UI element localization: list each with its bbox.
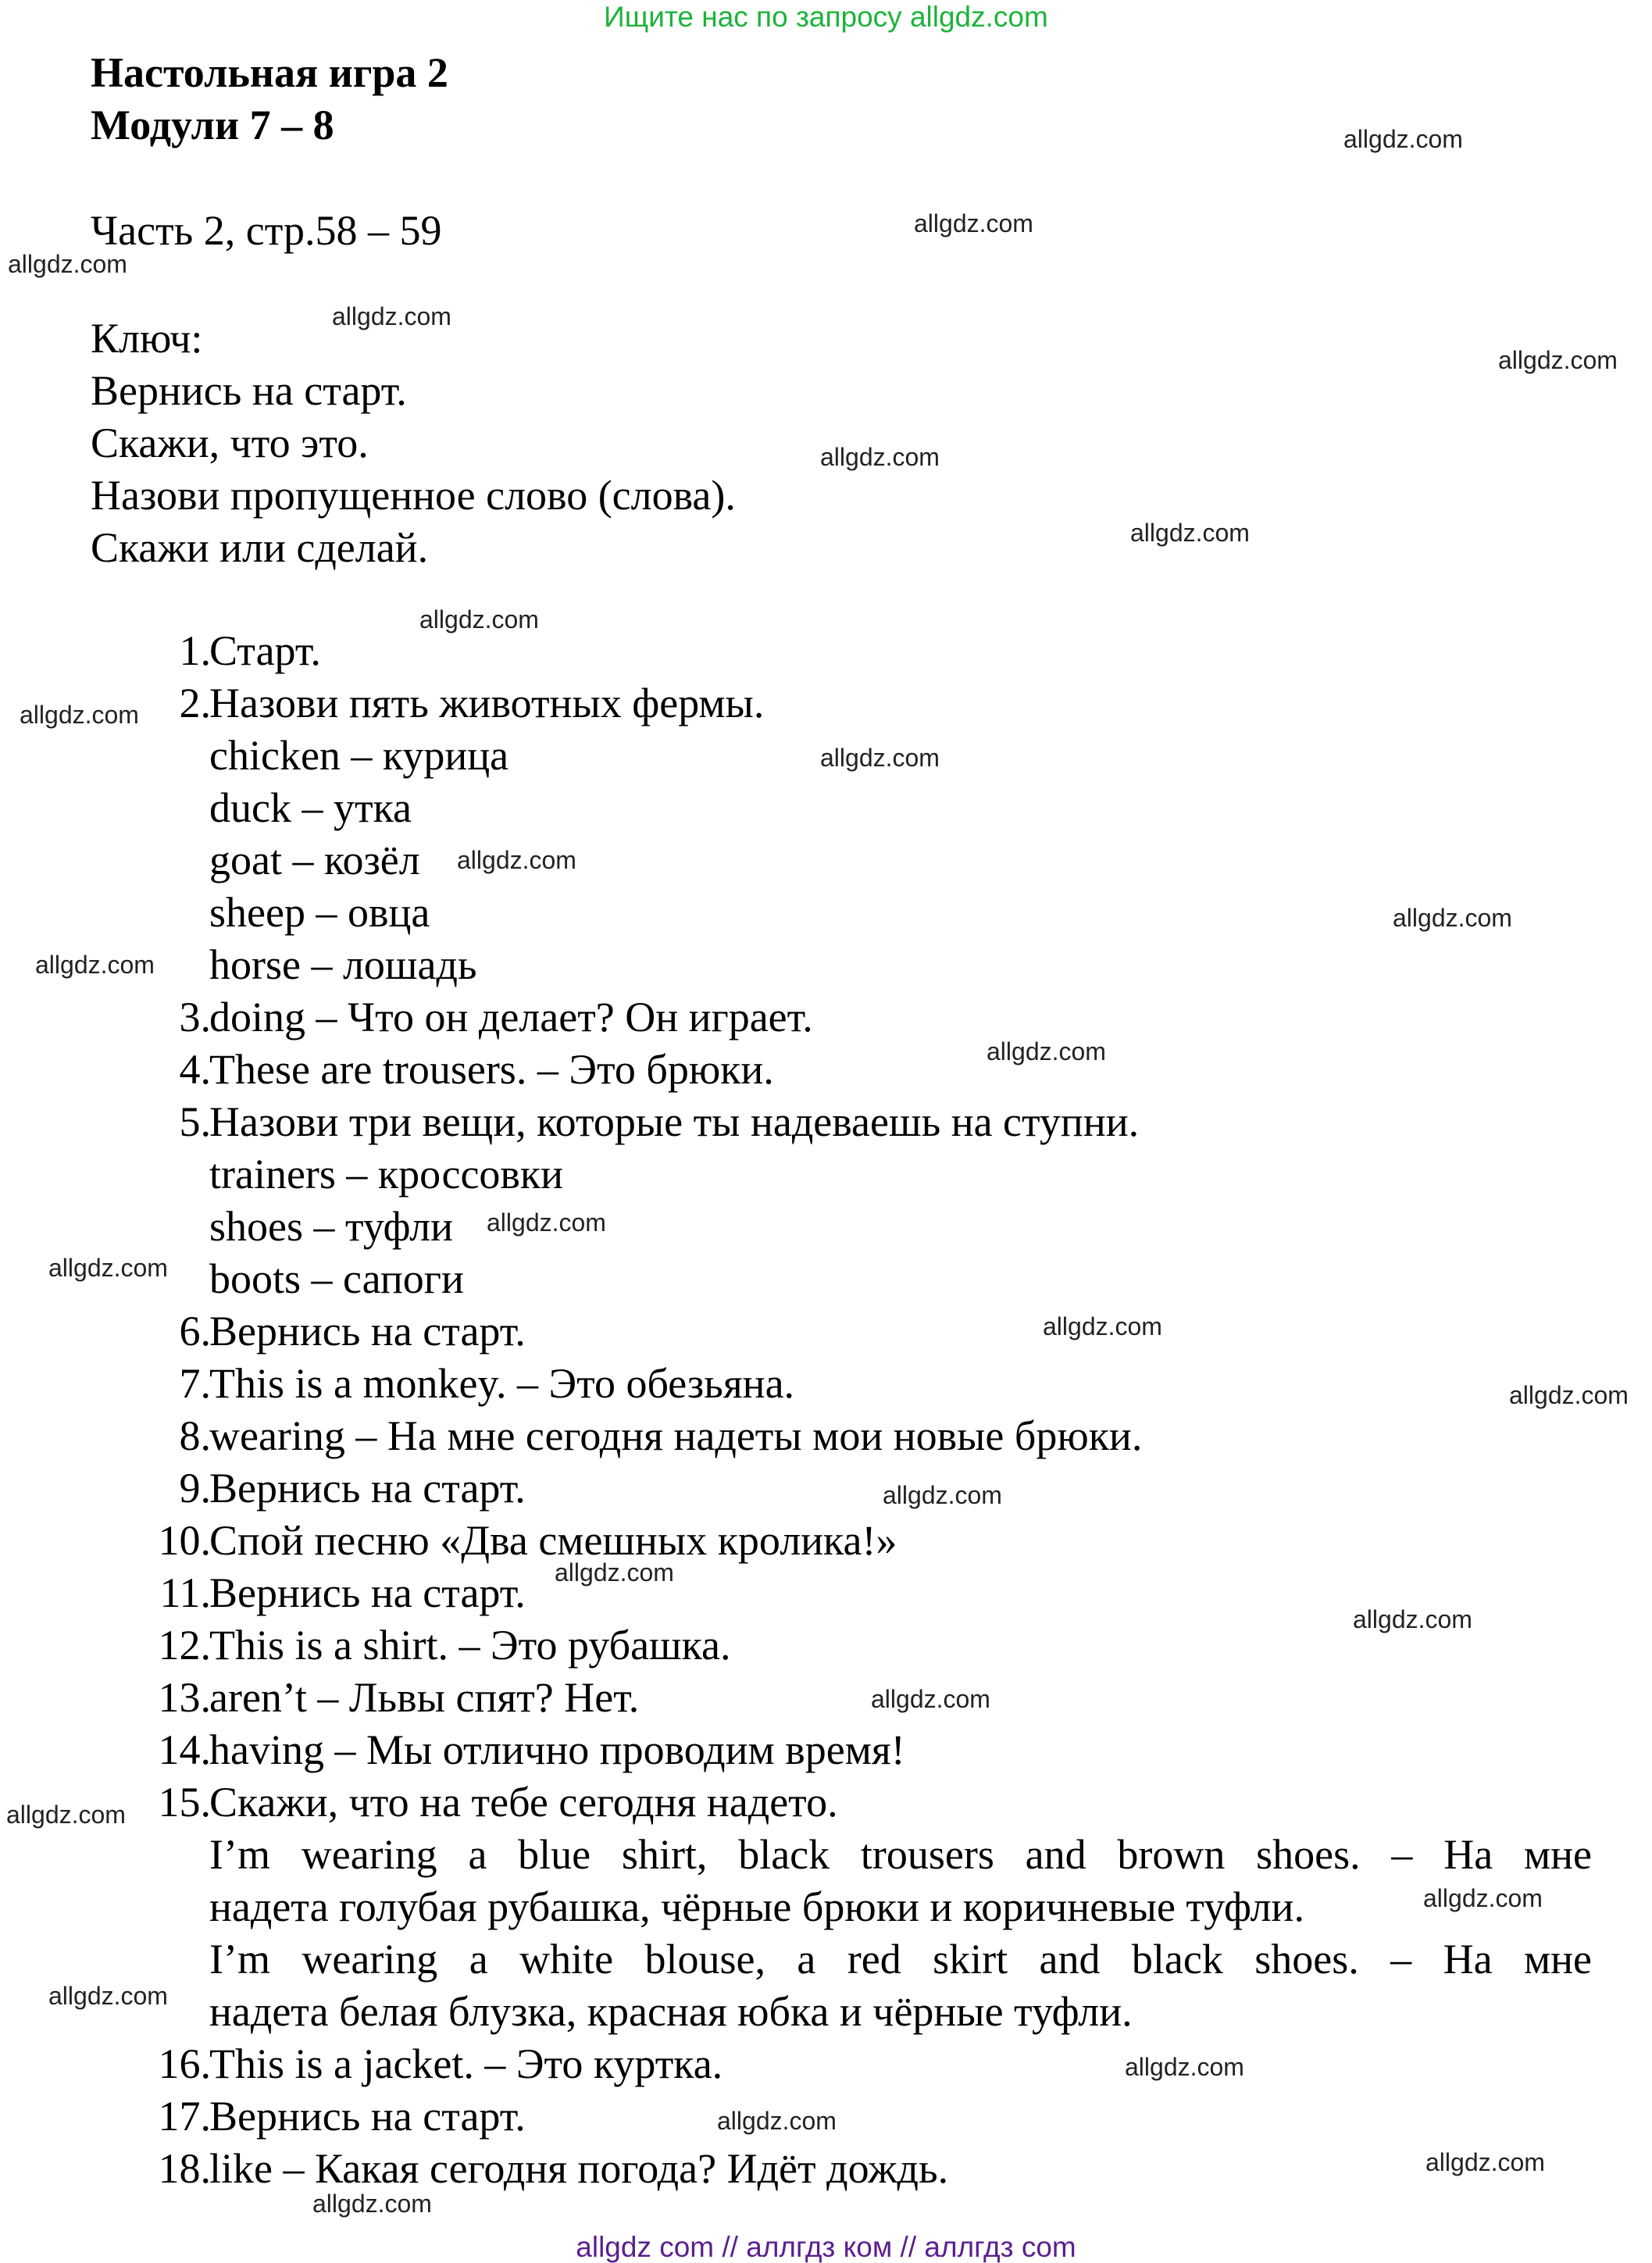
footer: allgdz com // аллгдз ком // аллгдз com xyxy=(576,2231,1076,2263)
item-number: 4. xyxy=(179,1046,211,1093)
item-number: 13. xyxy=(158,1674,211,1721)
item-number: 11. xyxy=(159,1569,211,1616)
watermark: allgdz.com xyxy=(332,302,451,330)
item-text: This is a shirt. – Это рубашка. xyxy=(209,1622,731,1669)
key-line: Скажи, что это. xyxy=(91,419,369,466)
watermark: allgdz.com xyxy=(8,250,127,278)
top-banner: Ищите нас по запросу allgdz.com xyxy=(604,1,1048,33)
watermark: allgdz.com xyxy=(487,1208,606,1237)
item-text: This is a jacket. – Это куртка. xyxy=(209,2040,723,2087)
item-text: Вернись на старт. xyxy=(209,1465,526,1512)
item-text: Старт. xyxy=(209,627,321,674)
item-number: 1. xyxy=(179,627,211,674)
watermark: allgdz.com xyxy=(48,1254,168,1282)
watermark: allgdz.com xyxy=(1393,904,1512,932)
item-text: Спой песню «Два смешных кролика!» xyxy=(209,1517,897,1564)
item-text: Вернись на старт. xyxy=(209,2093,526,2140)
item-number: 16. xyxy=(158,2040,211,2087)
item-number: 15. xyxy=(158,1779,211,1826)
item-subline: I’m wearing a white blouse, a red skirt and black shoes. – На мне xyxy=(209,1936,1592,1983)
item-text: doing – Что он делает? Он играет. xyxy=(209,994,813,1040)
item-subline: надета белая блузка, красная юбка и чёрные туфли. xyxy=(209,1988,1133,2035)
watermark: allgdz.com xyxy=(1130,519,1250,547)
watermark: allgdz.com xyxy=(717,2107,837,2135)
item-subline: shoes – туфли xyxy=(209,1203,454,1250)
item-number: 7. xyxy=(179,1360,211,1407)
item-subline: chicken – курица xyxy=(209,732,509,779)
watermark: allgdz.com xyxy=(419,605,539,634)
item-number: 10. xyxy=(158,1517,211,1564)
item-text: Вернись на старт. xyxy=(209,1569,526,1616)
item-number: 5. xyxy=(179,1098,211,1145)
watermark: allgdz.com xyxy=(1125,2053,1244,2081)
item-text: wearing – На мне сегодня надеты мои новые брюки. xyxy=(209,1412,1143,1459)
item-subline: duck – утка xyxy=(209,784,412,831)
watermark: allgdz.com xyxy=(1343,125,1463,153)
item-number: 9. xyxy=(179,1465,211,1512)
item-number: 17. xyxy=(158,2093,211,2140)
watermark: allgdz.com xyxy=(1353,1605,1472,1633)
key-line: Назови пропущенное слово (слова). xyxy=(91,472,736,519)
item-subline: trainers – кроссовки xyxy=(209,1151,564,1198)
key-line: Вернись на старт. xyxy=(91,367,407,414)
watermark: allgdz.com xyxy=(871,1685,990,1713)
watermark: allgdz.com xyxy=(883,1481,1002,1509)
item-number: 3. xyxy=(179,994,211,1040)
watermark: allgdz.com xyxy=(1043,1312,1162,1340)
item-text: like – Какая сегодня погода? Идёт дождь. xyxy=(209,2145,949,2192)
item-number: 12. xyxy=(158,1622,211,1669)
watermark: allgdz.com xyxy=(20,701,139,729)
watermark: allgdz.com xyxy=(914,209,1033,237)
item-number: 2. xyxy=(179,680,211,726)
title-line-2: Модули 7 – 8 xyxy=(91,102,334,148)
watermark: allgdz.com xyxy=(1423,1884,1543,1912)
item-number: 6. xyxy=(179,1308,211,1355)
watermark: allgdz.com xyxy=(1509,1381,1629,1409)
watermark: allgdz.com xyxy=(987,1037,1106,1065)
item-number: 14. xyxy=(158,1726,211,1773)
item-text: Назови три вещи, которые ты надеваешь на ступни. xyxy=(209,1098,1140,1145)
watermark: allgdz.com xyxy=(820,443,940,471)
item-text: These are trousers. – Это брюки. xyxy=(209,1046,774,1093)
key-line: Скажи или сделай. xyxy=(91,524,429,571)
watermark: allgdz.com xyxy=(555,1558,674,1587)
item-subline: sheep – овца xyxy=(209,889,430,936)
item-text: Скажи, что на тебе сегодня надето. xyxy=(209,1779,838,1826)
item-subline: goat – козёл xyxy=(209,837,420,883)
item-number: 18. xyxy=(158,2145,211,2192)
watermark: allgdz.com xyxy=(1498,346,1618,374)
watermark: allgdz.com xyxy=(820,744,940,772)
watermark: allgdz.com xyxy=(312,2190,432,2218)
item-subline: надета голубая рубашка, чёрные брюки и коричневые туфли. xyxy=(209,1883,1304,1930)
watermark: allgdz.com xyxy=(6,1801,126,1829)
item-text: Вернись на старт. xyxy=(209,1308,526,1355)
item-text: aren’t – Львы спят? Нет. xyxy=(209,1674,640,1721)
item-subline: horse – лошадь xyxy=(209,941,477,988)
item-text: This is a monkey. – Это обезьяна. xyxy=(209,1360,795,1407)
watermark: allgdz.com xyxy=(48,1982,168,2010)
part-reference: Часть 2, стр.58 – 59 xyxy=(91,207,442,254)
item-text: Назови пять животных фермы. xyxy=(209,680,765,726)
item-number: 8. xyxy=(179,1412,211,1459)
item-subline: boots – сапоги xyxy=(209,1255,464,1302)
key-label: Ключ: xyxy=(91,315,203,362)
title-line-1: Настольная игра 2 xyxy=(91,49,448,96)
watermark: allgdz.com xyxy=(1425,2148,1545,2176)
watermark: allgdz.com xyxy=(35,951,155,979)
watermark: allgdz.com xyxy=(457,846,576,874)
item-subline: I’m wearing a blue shirt, black trousers and brown shoes. – На мне xyxy=(209,1831,1592,1878)
item-text: having – Мы отлично проводим время! xyxy=(209,1726,905,1773)
